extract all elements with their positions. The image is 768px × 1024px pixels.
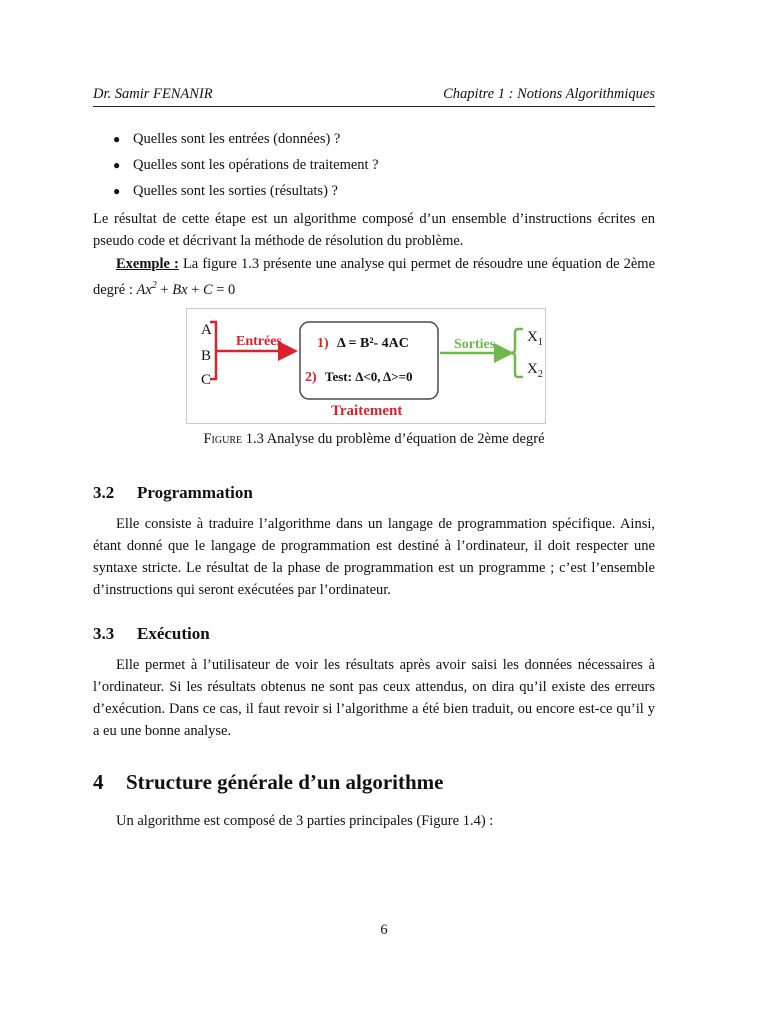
sorties-label: Sorties: [454, 337, 496, 352]
section-heading-4: 4 Structure générale d’un algorithme: [93, 770, 444, 794]
caption-figure-word: Figure: [203, 431, 243, 447]
list-item: ● Quelles sont les opérations de traitement ?: [113, 157, 379, 173]
section-heading-3-2: 3.2 Programmation: [93, 483, 253, 502]
traitement-label: Traitement: [331, 403, 403, 419]
output-x1: $X_1$: [527, 329, 543, 348]
output-x2: $X_2$: [527, 361, 543, 380]
caption-number: 1.3: [245, 431, 264, 447]
entrees-label: Entrées: [236, 334, 282, 349]
input-b-label: B: [201, 348, 212, 364]
paragraph-structure: Un algorithme est composé de 3 parties principales (Figure 1.4) :: [116, 813, 494, 829]
bullet-icon: ●: [113, 158, 121, 172]
example-text: La figure 1.3 présente une analyse qui permet de résoudre une équation de 2ème degré :: [93, 256, 656, 298]
header-author: Dr. Samir FENANIR: [93, 86, 213, 102]
figure-caption: [93, 431, 655, 448]
bullet-list: [113, 131, 658, 209]
section-heading-3-3: 3.3 Exécution: [93, 624, 210, 643]
input-c-label: C: [201, 372, 212, 388]
caption-text: Analyse du problème d’équation de 2ème degré: [266, 431, 545, 447]
bullet-icon: ●: [113, 184, 121, 198]
input-a-label: A: [201, 322, 212, 338]
analysis-diagram-svg: [187, 309, 545, 423]
page-number: 6: [380, 922, 388, 938]
output-brace: [511, 329, 523, 377]
paragraph-example: [93, 253, 655, 301]
list-item: ● Quelles sont les entrées (données) ?: [113, 131, 341, 147]
figure-analysis-diagram: [186, 308, 546, 424]
paragraph-execution: Elle permet à l’utilisateur de voir les résultats après avoir saisi les données nécessaires à l’ordinateur. Si les résultats obtenus ne sont pas ceux attendus, on dira qu’il existe des erreurs d’exécution. Dans ce cas, il faut revoir si l’algorithme a été bien traduit, ou encore est-ce qu’il y a eu une bonne analyse.: [93, 657, 655, 739]
step2-text: Test: Δ<0, Δ>=0: [325, 369, 413, 384]
list-item: ● Quelles sont les sorties (résultats) ?: [113, 183, 338, 199]
page-header: [93, 86, 655, 107]
bullet-icon: ●: [113, 132, 121, 146]
step1-number: 1): [317, 336, 329, 351]
header-chapter: Chapitre 1 : Notions Algorithmiques: [443, 86, 655, 102]
step2-number: 2): [305, 370, 317, 385]
equation: $Ax^2 + Bx + C = 0$: [136, 280, 236, 298]
paragraph-result: Le résultat de cette étape est un algorithme composé d’un ensemble d’instructions écrites en pseudo code et décrivant la méthode de résolution du problème.: [93, 211, 655, 249]
paragraph-programmation: Elle consiste à traduire l’algorithme dans un langage de programmation spécifique. Ainsi, étant donné que le langage de programmation est destiné à l’ordinateur, il doit respecter une syntaxe stricte. Le résultat de la phase de programmation est un programme ; c’est l’ensemble d’instructions qui seront exécutées par l’ordinateur.: [93, 516, 655, 598]
processing-box: [300, 322, 438, 399]
step1-text: Δ = B²- 4AC: [337, 336, 409, 351]
example-label: Exemple :: [116, 256, 179, 272]
